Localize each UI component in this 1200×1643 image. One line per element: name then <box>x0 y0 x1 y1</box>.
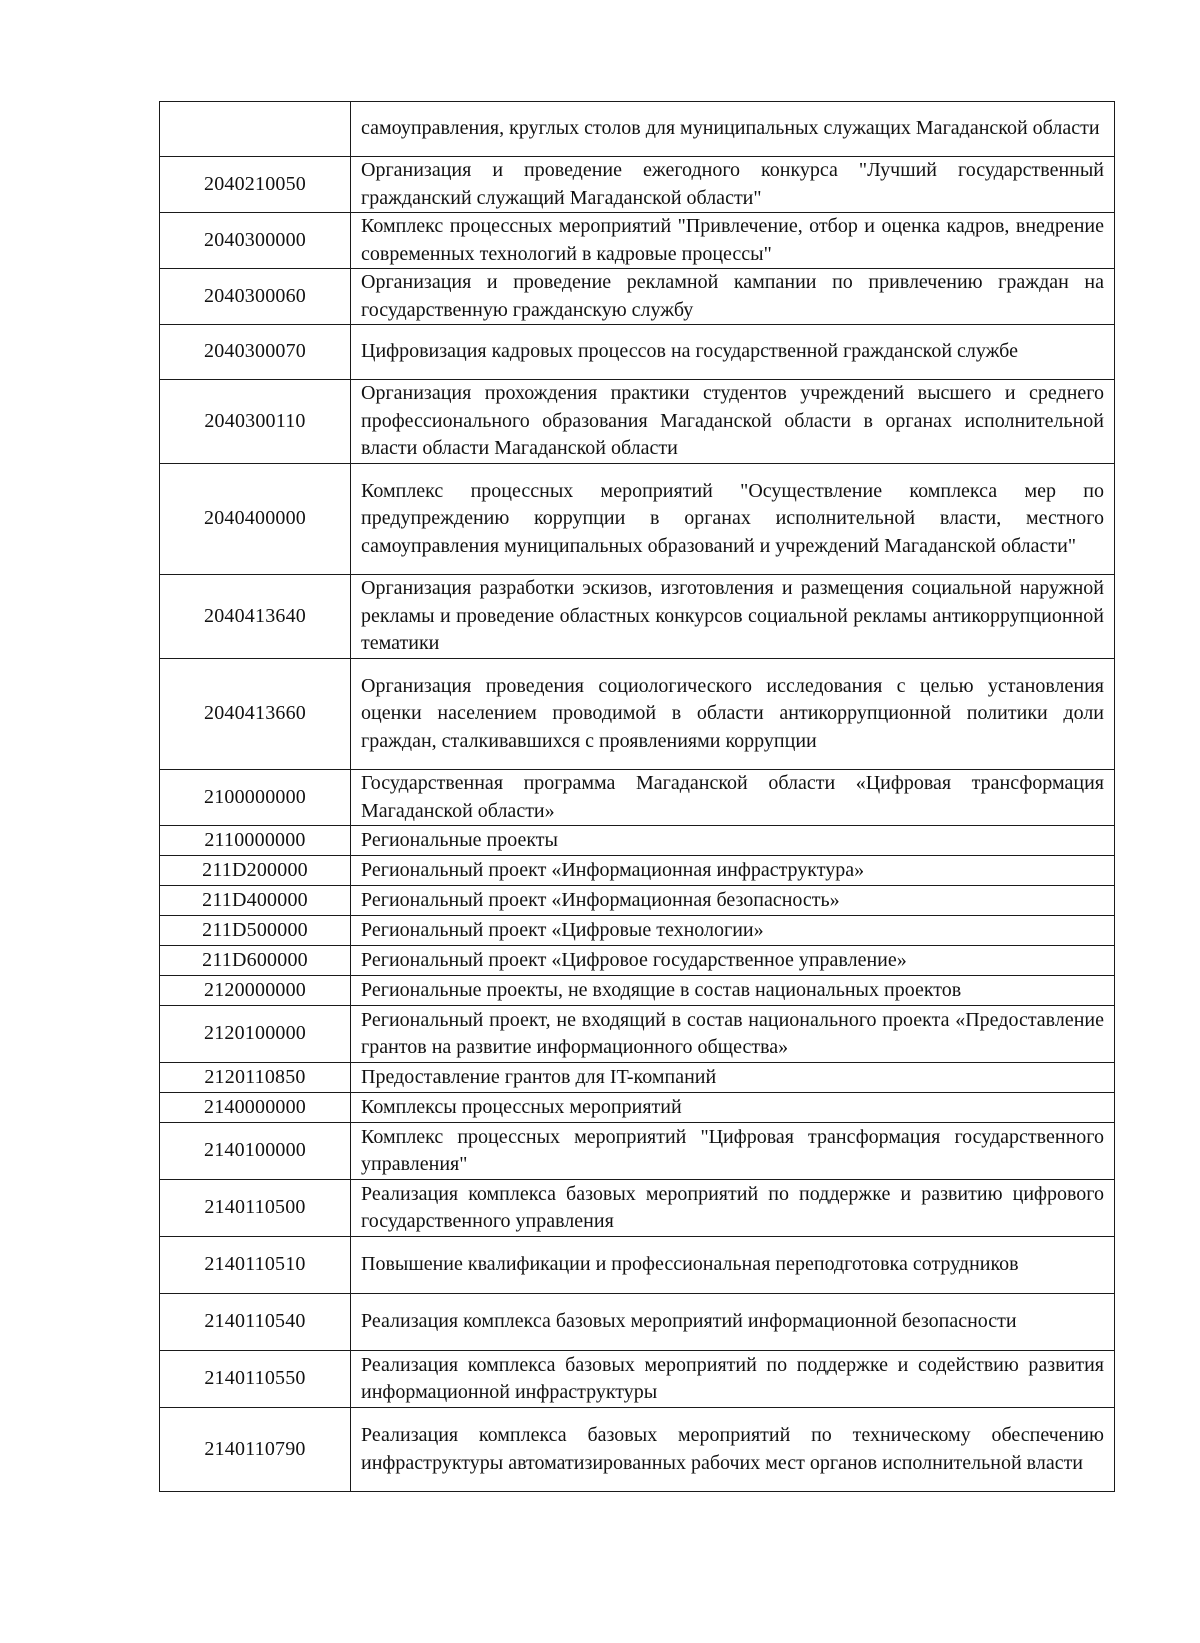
code-cell: 2140110790 <box>160 1408 351 1492</box>
table-row <box>160 380 1115 464</box>
code-cell: 2120100000 <box>160 1006 351 1063</box>
description-cell: Региональный проект, не входящий в состав национального проекта «Предоставление грантов на развитие информационного общества» <box>351 1006 1115 1063</box>
table-row <box>160 946 1115 976</box>
code-cell: 2100000000 <box>160 770 351 826</box>
description-cell: Реализация комплекса базовых мероприятий по техническому обеспечению инфраструктуры автоматизированных рабочих мест органов исполнительной власти <box>351 1408 1115 1492</box>
code-cell: 2140110540 <box>160 1294 351 1351</box>
table-row <box>160 770 1115 826</box>
description-cell: Реализация комплекса базовых мероприятий информационной безопасности <box>351 1294 1115 1351</box>
table-row <box>160 1063 1115 1093</box>
table-row <box>160 659 1115 770</box>
description-cell: Государственная программа Магаданской области «Цифровая трансформация Магаданской области» <box>351 770 1115 826</box>
table-row <box>160 886 1115 916</box>
code-cell: 2140000000 <box>160 1093 351 1123</box>
code-cell: 2040413640 <box>160 575 351 659</box>
table-row <box>160 325 1115 380</box>
code-cell: 2110000000 <box>160 826 351 856</box>
code-cell <box>160 102 351 157</box>
table-row <box>160 826 1115 856</box>
table-row <box>160 976 1115 1006</box>
budget-codes-table <box>159 101 1115 1492</box>
description-cell: Реализация комплекса базовых мероприятий по поддержке и развитию цифрового государственного управления <box>351 1180 1115 1237</box>
table-row <box>160 1180 1115 1237</box>
description-cell: самоуправления, круглых столов для муниципальных служащих Магаданской области <box>351 102 1115 157</box>
table-row <box>160 1123 1115 1180</box>
table-row <box>160 575 1115 659</box>
table-row <box>160 1408 1115 1492</box>
code-cell: 2040300060 <box>160 269 351 325</box>
code-cell: 211D200000 <box>160 856 351 886</box>
description-cell: Региональные проекты <box>351 826 1115 856</box>
code-cell: 2040300070 <box>160 325 351 380</box>
code-cell: 2040400000 <box>160 464 351 575</box>
table-row <box>160 464 1115 575</box>
code-cell: 2140110500 <box>160 1180 351 1237</box>
table-row <box>160 213 1115 269</box>
description-cell: Региональный проект «Цифровое государственное управление» <box>351 946 1115 976</box>
table-row <box>160 102 1115 157</box>
description-cell: Региональные проекты, не входящие в состав национальных проектов <box>351 976 1115 1006</box>
table-row <box>160 1351 1115 1408</box>
code-cell: 211D400000 <box>160 886 351 916</box>
description-cell: Комплексы процессных мероприятий <box>351 1093 1115 1123</box>
description-cell: Комплекс процессных мероприятий "Привлечение, отбор и оценка кадров, внедрение современных технологий в кадровые процессы" <box>351 213 1115 269</box>
table-row <box>160 1093 1115 1123</box>
description-cell: Региональный проект «Цифровые технологии» <box>351 916 1115 946</box>
description-cell: Предоставление грантов для IT-компаний <box>351 1063 1115 1093</box>
description-cell: Цифровизация кадровых процессов на государственной гражданской службе <box>351 325 1115 380</box>
code-cell: 211D500000 <box>160 916 351 946</box>
code-cell: 2120110850 <box>160 1063 351 1093</box>
code-cell: 2140100000 <box>160 1123 351 1180</box>
description-cell: Организация прохождения практики студентов учреждений высшего и среднего профессионального образования Магаданской области в органах исполнительной власти области Магаданской области <box>351 380 1115 464</box>
code-cell: 211D600000 <box>160 946 351 976</box>
code-cell: 2120000000 <box>160 976 351 1006</box>
description-cell: Организация разработки эскизов, изготовления и размещения социальной наружной рекламы и проведение областных конкурсов социальной рекламы антикоррупционной тематики <box>351 575 1115 659</box>
description-cell: Региональный проект «Информационная инфраструктура» <box>351 856 1115 886</box>
code-cell: 2040413660 <box>160 659 351 770</box>
table-row <box>160 916 1115 946</box>
table-row <box>160 269 1115 325</box>
code-cell: 2040210050 <box>160 157 351 213</box>
code-cell: 2040300110 <box>160 380 351 464</box>
table-row <box>160 856 1115 886</box>
description-cell: Организация и проведение рекламной кампании по привлечению граждан на государственную гражданскую службу <box>351 269 1115 325</box>
table-row <box>160 157 1115 213</box>
code-cell: 2140110510 <box>160 1237 351 1294</box>
description-cell: Организация проведения социологического исследования с целью установления оценки населением проводимой в области антикоррупционной политики доли граждан, сталкивавшихся с проявлениями коррупции <box>351 659 1115 770</box>
description-cell: Повышение квалификации и профессиональная переподготовка сотрудников <box>351 1237 1115 1294</box>
code-cell: 2140110550 <box>160 1351 351 1408</box>
description-cell: Организация и проведение ежегодного конкурса "Лучший государственный гражданский служащий Магаданской области" <box>351 157 1115 213</box>
code-cell: 2040300000 <box>160 213 351 269</box>
description-cell: Реализация комплекса базовых мероприятий по поддержке и содействию развития информационной инфраструктуры <box>351 1351 1115 1408</box>
description-cell: Комплекс процессных мероприятий "Осуществление комплекса мер по предупреждению коррупции в органах исполнительной власти, местного самоуправления муниципальных образований и учреждений Магаданской области" <box>351 464 1115 575</box>
table-row <box>160 1006 1115 1063</box>
description-cell: Комплекс процессных мероприятий "Цифровая трансформация государственного управления" <box>351 1123 1115 1180</box>
description-cell: Региональный проект «Информационная безопасность» <box>351 886 1115 916</box>
table-row <box>160 1294 1115 1351</box>
table-row <box>160 1237 1115 1294</box>
